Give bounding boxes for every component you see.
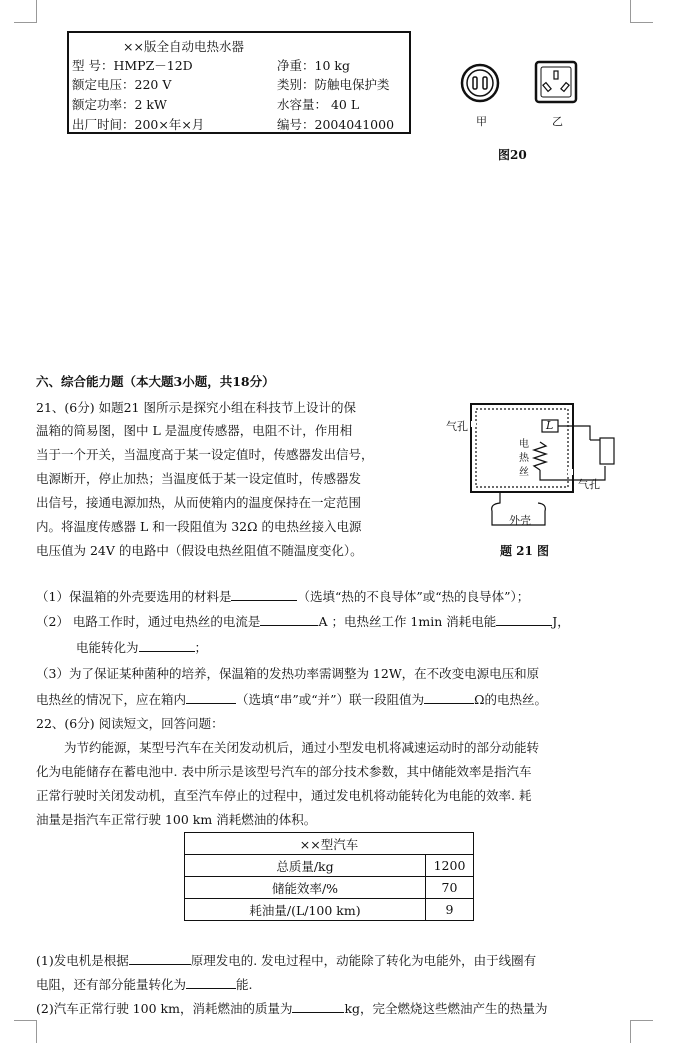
crop-mark-bottom-right xyxy=(630,1020,653,1043)
q21-sub2: （2） 电路工作时，通过电热丝的电流是 A ；电热丝工作 1min 消耗电能 J， xyxy=(36,614,570,629)
q21-line-6: 内。将温度传感器 L 和一段阻值为 32Ω 的电热丝接入电源 xyxy=(36,519,362,534)
q22-para-4: 油量是指汽车正常行驶 100 km 消耗燃油的体积。 xyxy=(36,812,317,827)
answer-blank[interactable] xyxy=(186,691,236,704)
nameplate-title: ××版全自动电热水器 xyxy=(123,39,244,54)
figure-20-sockets xyxy=(450,55,590,125)
q21-sub1: （1）保温箱的外壳要选用的材料是 （选填“热的不良导体”或“热的良导体”）； xyxy=(36,589,530,604)
answer-blank[interactable] xyxy=(496,613,552,626)
nameplate-power: 额定功率：2 kW xyxy=(72,97,167,112)
table-row: 耗油量/(L/100 km) 9 xyxy=(185,899,474,921)
shell-label: 外壳 xyxy=(509,514,531,527)
crop-mark-top-left xyxy=(14,0,37,23)
q22-para-2: 化为电能储存在蓄电池中. 表中所示是该型号汽车的部分技术参数，其中储能效率是指汽车 xyxy=(36,764,532,779)
q22-title: 22、(6分) 阅读短文，回答问题： xyxy=(36,716,224,731)
nameplate-voltage: 额定电压：220 V xyxy=(72,77,172,92)
crop-mark-bottom-left xyxy=(14,1020,37,1043)
q21-line-3: 当于一个开关，当温度高于某一设定值时，传感器发出信号， xyxy=(36,447,374,462)
heating-wire-label: 电热丝 xyxy=(519,439,529,478)
q21-line-5: 出信号，接通电源加热，从而使箱内的温度保持在一定范围 xyxy=(36,495,362,510)
answer-blank[interactable] xyxy=(424,691,474,704)
answer-blank[interactable] xyxy=(292,1000,344,1013)
crop-mark-top-right xyxy=(630,0,653,23)
incubator-diagram xyxy=(440,398,640,543)
q22-sub1-cont: 电阻，还有部分能量转化为 能. xyxy=(36,977,253,992)
socket-label-a: 甲 xyxy=(476,115,487,128)
q21-line-1: 21、(6分) 如题21 图所示是探究小组在科技节上设计的保 xyxy=(36,400,356,415)
q21-sub3-cont: 电热丝的情况下，应在箱内 （选填“串”或“并”）联一段阻值为 Ω的电热丝。 xyxy=(36,692,547,707)
answer-blank[interactable] xyxy=(231,588,297,601)
socket-label-b: 乙 xyxy=(552,115,563,128)
gas-hole-label-right: 气孔 xyxy=(578,478,600,491)
figure-21-caption: 题 21 图 xyxy=(500,544,550,558)
q22-para-1: 为节约能源，某型号汽车在关闭发动机后，通过小型发电机将减速运动时的部分动能转 xyxy=(64,740,540,755)
figure-20-caption: 图20 xyxy=(498,148,527,162)
power-source-icon xyxy=(600,438,614,464)
q21-sub3: （3）为了保证某种菌种的培养，保温箱的发热功率需调整为 12W，在不改变电源电压和原 xyxy=(36,666,540,681)
answer-blank[interactable] xyxy=(129,952,191,965)
q21-line-4: 电源断开，停止加热；当温度低于某一设定值时，传感器发 xyxy=(36,471,362,486)
sensor-label: L xyxy=(546,419,554,432)
car-table-title: ××型汽车 xyxy=(185,833,474,855)
answer-blank[interactable] xyxy=(139,639,195,652)
three-pin-socket-icon xyxy=(536,62,576,102)
water-heater-nameplate xyxy=(67,31,411,134)
nameplate-category: 类别：防触电保护类 xyxy=(277,77,390,92)
gas-hole-label-left: 气孔 xyxy=(446,420,468,433)
two-pin-socket-icon xyxy=(462,65,498,101)
table-row: 总质量/kg 1200 xyxy=(185,855,474,877)
q22-para-3: 正常行驶时关闭发动机，直至汽车停止的过程中，通过发电机将动能转化为电能的效率. 耗 xyxy=(36,788,532,803)
car-spec-table xyxy=(184,832,474,921)
q21-sub2-cont: 电能转化为 ； xyxy=(76,640,208,655)
table-row: 储能效率/% 70 xyxy=(185,877,474,899)
nameplate-serial: 编号：2004041000 xyxy=(277,117,395,132)
answer-blank[interactable] xyxy=(186,976,236,989)
q21-line-2: 温箱的简易图，图中 L 是温度传感器，电阻不计，作用相 xyxy=(36,423,353,438)
nameplate-capacity: 水容量： 40 L xyxy=(277,97,360,112)
section-6-heading: 六、综合能力题（本大题3小题，共18分） xyxy=(36,374,275,389)
heating-wire-icon xyxy=(534,442,546,470)
q22-sub1: (1)发电机是根据 原理发电的. 发电过程中，动能除了转化为电能外，由于线圈有 xyxy=(36,953,537,968)
answer-blank[interactable] xyxy=(260,613,318,626)
nameplate-model: 型 号：HMPZ－12D xyxy=(72,58,193,73)
nameplate-date: 出厂时间：200×年×月 xyxy=(72,117,205,132)
q22-sub2: (2)汽车正常行驶 100 km，消耗燃油的质量为 kg，完全燃烧这些燃油产生的热量为 xyxy=(36,1001,548,1016)
q21-line-7: 电压值为 24V 的电路中（假设电热丝阻值不随温度变化）。 xyxy=(36,543,363,558)
nameplate-weight: 净重：10 kg xyxy=(277,58,350,73)
